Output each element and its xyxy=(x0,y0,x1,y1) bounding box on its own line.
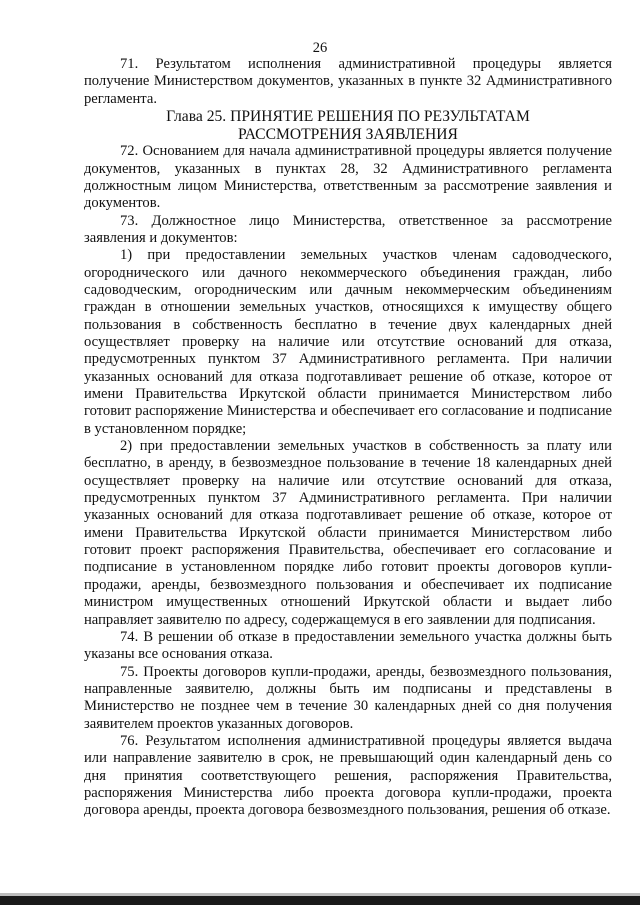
paragraph-74: 74. В решении об отказе в предоставлении земельного участка должны быть указаны все основания отказа. xyxy=(84,628,612,663)
scan-edge xyxy=(0,896,640,905)
paragraph-73-item-2: 2) при предоставлении земельных участков в собственность за плату или бесплатно, в аренду, в безвозмездное пользование в течение 18 календарных дней осуществляет проверку на наличие или отсутствие оснований для отказа, предусмотренных пунктом 37 Административного регламента. При наличии указанных оснований для отказа подготавливает решение об отказе, которое от имени Правительства Иркутской области принимается Министерством либо готовит проект распоряжения Правительства, обеспечивает его согласование и подписание в установленном порядке либо готовит проекты договоров купли-продажи, аренды, безвозмездного пользования и обеспечивает их подписание министром имущественных отношений Иркутской области и выдает либо направляет заявителю по адресу, содержащемуся в его заявлении для подписания. xyxy=(84,438,612,628)
paragraph-72: 72. Основанием для начала административной процедуры является получение документов, указанных в пунктах 28, 32 Административного регламента должностным лицом Министерства, ответственным за рассмотрение заявления и документов. xyxy=(84,143,612,212)
paragraph-75: 75. Проекты договоров купли-продажи, аренды, безвозмездного пользования, направленные заявителю, должны быть им подписаны и представлены в Министерство не позднее чем в течение 30 календарных дней со дня получения заявителем проектов указанных договоров. xyxy=(84,663,612,732)
page-number: 26 xyxy=(312,40,328,56)
paragraph-71: 71. Результатом исполнения административной процедуры является получение Министерством документов, указанных в пункте 32 Административного регламента. xyxy=(84,56,612,107)
paragraph-73: 73. Должностное лицо Министерства, ответственное за рассмотрение заявления и документов: xyxy=(84,212,612,246)
document-body xyxy=(84,56,612,820)
paragraph-76: 76. Результатом исполнения административной процедуры является выдача или направление заявителю в срок, не превышающий один календарный день со дня принятия соответствующего решения, распоряжения Правительства, распоряжения Министерства либо проекта договора купли-продажи, проекта договора аренды, проекта договора безвозмездного пользования, решения об отказе. xyxy=(84,732,612,819)
chapter-25-heading: Глава 25. ПРИНЯТИЕ РЕШЕНИЯ ПО РЕЗУЛЬТАТАМ РАССМОТРЕНИЯ ЗАЯВЛЕНИЯ xyxy=(166,108,530,143)
paragraph-73-item-1: 1) при предоставлении земельных участков членам садоводческого, огороднического или дачного некоммерческого объединения граждан, либо садоводческим, огородническим или дачным некоммерческим объединениям граждан в отношении земельных участков, относящихся к имуществу общего пользования в собственность бесплатно в течение двух календарных дней осуществляет проверку на наличие или отсутствие оснований для отказа, предусмотренных пунктом 37 Административного регламента. При наличии указанных оснований для отказа подготавливает решение об отказе, которое от имени Правительства Иркутской области принимается Министерством либо готовит распоряжение Министерства и обеспечивает его согласование и подписание в установленном порядке; xyxy=(84,247,612,437)
